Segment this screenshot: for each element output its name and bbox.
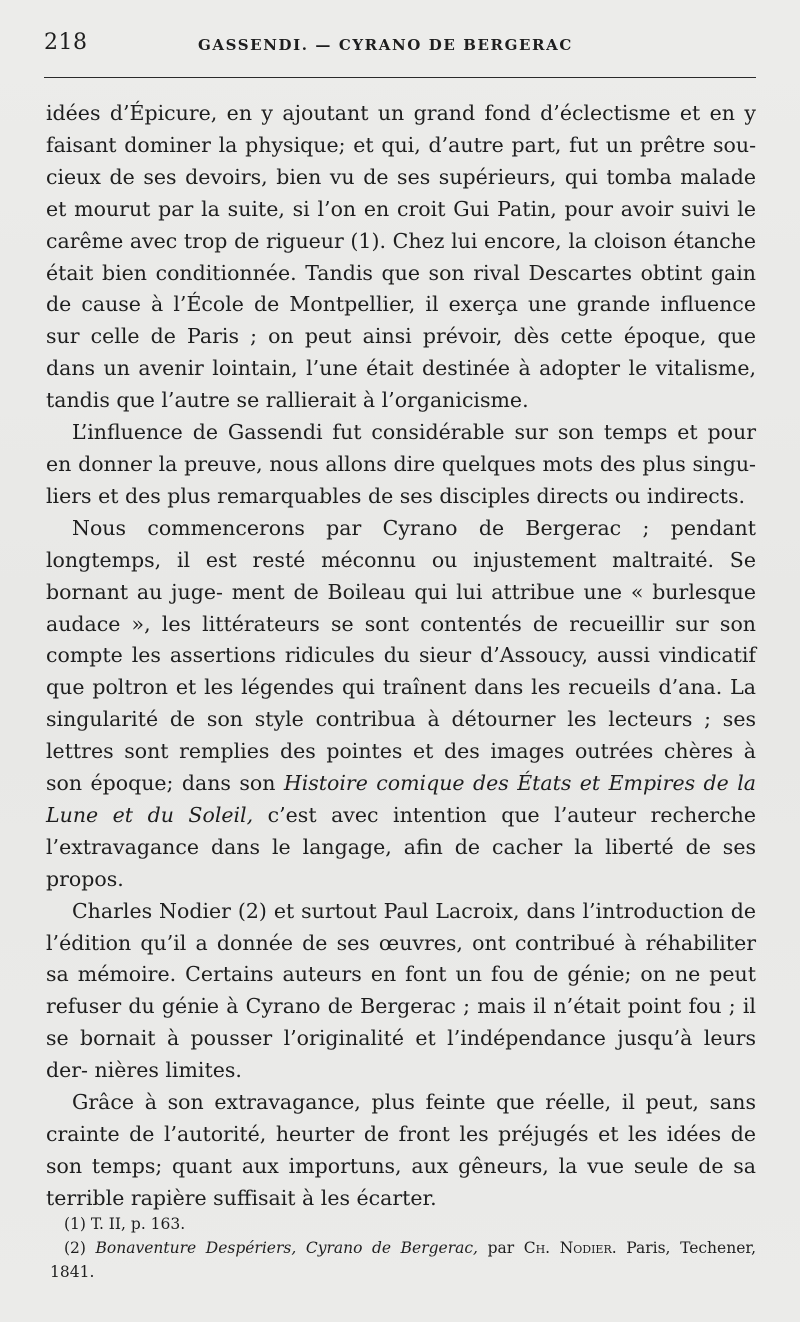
text-line: Grâce à son extravagance, plus feinte que réelle, il peut, sans	[72, 1090, 756, 1115]
text-line: idées d’Épicure, en y ajoutant un grand fond d’éclectisme et en y	[46, 101, 756, 125]
text-line: du sieur d’Assoucy, aussi vindicatif que poltron et les légendes qui	[46, 643, 756, 700]
page-number: 218	[44, 30, 88, 55]
text-line: nières limites.	[94, 1058, 242, 1083]
footnote-text: . Paris,	[611, 1239, 671, 1257]
text-line: l’auteur recherche l’extravagance dans le langage, afin de cacher la	[46, 802, 756, 859]
footnote-author: Ch. Nodier	[523, 1239, 612, 1257]
running-title: GASSENDI. — CYRANO DE BERGERAC	[198, 36, 573, 54]
text-line: images outrées chères à son époque; dans son	[46, 739, 756, 796]
text-line: liberté de ses propos.	[46, 834, 756, 891]
text-line: traînent dans les recueils d’ana. La singularité de son style contribua	[46, 675, 756, 732]
footnote-text: Techener, 1841.	[50, 1239, 756, 1281]
footnote-text: (1) T. II, p. 163.	[64, 1215, 186, 1233]
text-line: liers et des plus remarquables de ses disciples directs ou indirects.	[46, 483, 746, 508]
text-line: Charles Nodier (2) et surtout Paul Lacroix, dans l’introduction de	[72, 898, 756, 923]
text-line: se bornait à pousser l’originalité et l’indépendance jusqu’à leurs der-	[46, 1026, 756, 1083]
page-header	[44, 30, 756, 64]
text-line: donner la preuve, nous allons dire quelques mots des plus singu-	[78, 451, 756, 476]
paragraph-2	[46, 417, 756, 513]
text-line: de cause à l’École de Montpellier, il exerça une grande influence	[46, 292, 756, 317]
footnote-cited-title: Bonaventure Despériers, Cyrano de Bergerac,	[95, 1239, 478, 1257]
paragraph-1	[46, 98, 756, 417]
text-line: Nous commencerons par Cyrano de Bergerac ; pendant longtemps,	[46, 515, 756, 572]
text-line: était bien conditionnée. Tandis que son rival Descartes obtint gain	[46, 260, 756, 285]
text-line: carême avec trop de rigueur (1). Chez lui encore, la cloison étanche	[46, 228, 756, 253]
text-line: et mourut par la suite, si l’on en croit Gui Patin, pour avoir suivi le	[46, 196, 756, 221]
text-line: cieux de ses devoirs, bien vu de ses supérieurs, qui tomba malade	[46, 164, 756, 189]
text-line: faisant dominer la physique; et qui, d’autre part, fut un prêtre sou-	[46, 132, 756, 157]
text-line: à détourner les lecteurs ; ses lettres sont remplies des pointes et des	[46, 707, 756, 764]
header-rule	[44, 77, 756, 78]
text-line: avenir lointain, l’une était destinée à adopter le vitalisme, tandis que	[46, 356, 756, 413]
footnote-text: par	[478, 1239, 524, 1257]
book-title-italic: Histoire comique des	[283, 771, 509, 796]
text-line: sur celle de Paris ; on peut ainsi prévoir, dès cette époque, que dans un	[46, 324, 756, 381]
text-line: ment de Boileau qui lui attribue une « burlesque audace », les littérateurs	[46, 579, 756, 636]
text-line: l’édition qu’il a donnée de ses œuvres, ont contribué à réhabiliter sa	[46, 930, 756, 987]
paragraph-3	[46, 513, 756, 896]
footnote-1	[50, 1212, 756, 1236]
text-line: mémoire. Certains auteurs en font un fou de génie; on ne peut	[77, 962, 756, 987]
footnote-2	[50, 1236, 756, 1284]
footnotes	[50, 1212, 756, 1284]
text-line: rapière suffisait à les écarter.	[130, 1185, 437, 1210]
body-text	[46, 98, 756, 1215]
text-line: se sont contentés de recueillir sur son compte les assertions ridicules	[46, 611, 756, 668]
book-title-italic: États et Empires de la Lune et du Soleil,	[46, 771, 756, 827]
text-line: temps; quant aux importuns, aux gêneurs, la vue seule de sa terrible	[46, 1153, 756, 1210]
text-line: c’est avec intention que	[253, 802, 540, 827]
paragraph-5	[46, 1087, 756, 1215]
paragraph-4	[46, 896, 756, 1087]
text-line: il est resté méconnu ou injustement maltraité. Se bornant au juge-	[46, 547, 756, 604]
footnote-marker: (2)	[64, 1239, 96, 1257]
text-line: l’autre se rallierait à l’organicisme.	[161, 388, 529, 413]
text-line: L’influence de Gassendi fut considérable sur son temps et pour en	[46, 420, 756, 476]
text-line: refuser du génie à Cyrano de Bergerac ; mais il n’était point fou ; il	[46, 994, 756, 1019]
text-line: crainte de l’autorité, heurter de front les préjugés et les idées de son	[46, 1122, 756, 1178]
